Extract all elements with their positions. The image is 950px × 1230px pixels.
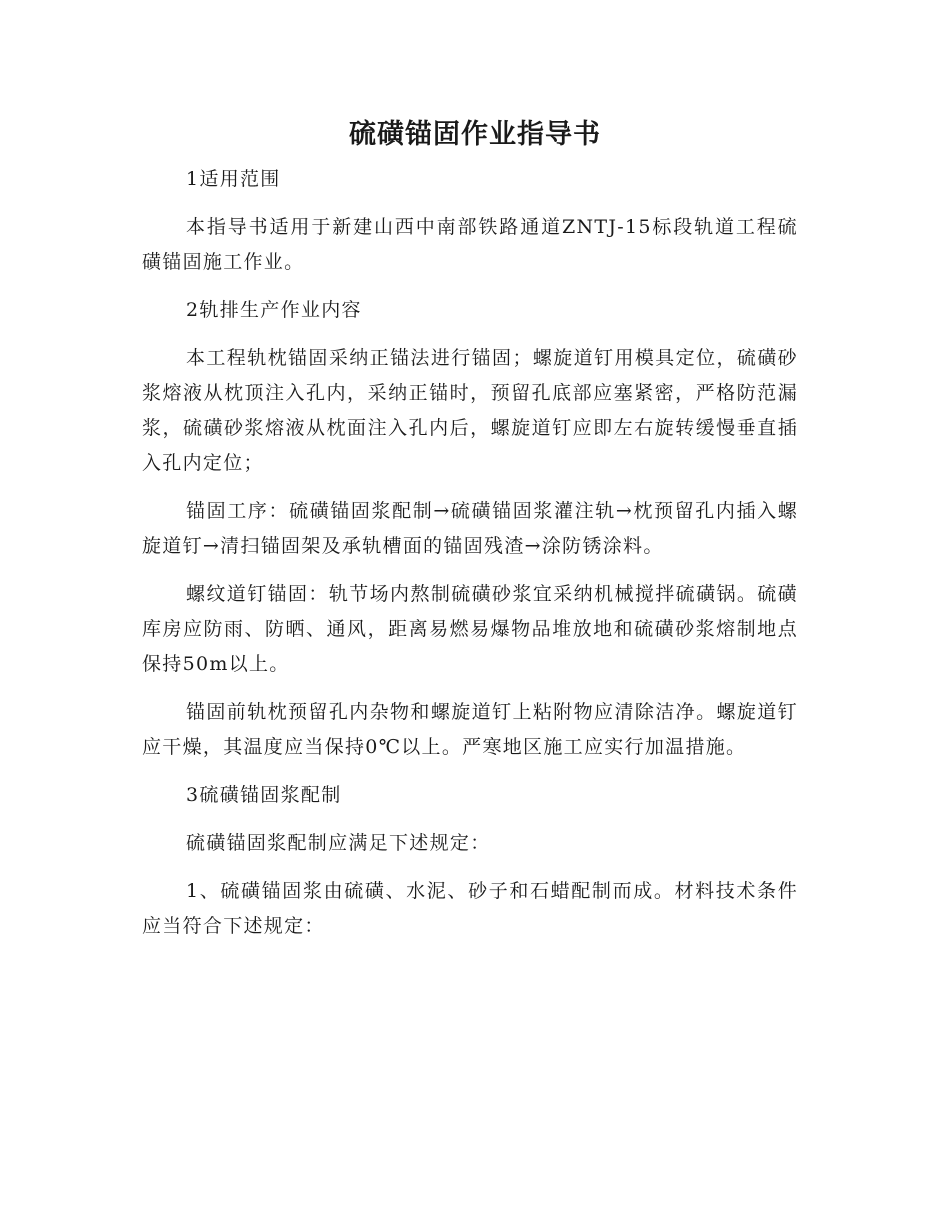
paragraph-mix-rules: 硫磺锚固浆配制应满足下述规定： <box>186 832 491 854</box>
paragraph-anchoring-process: 锚固工序：硫磺锚固浆配制→硫磺锚固浆灌注轨→枕预留孔内插入螺旋道钉→清扫锚固架及承轨槽面的锚固残渣→涂防锈涂料。 <box>142 500 798 557</box>
document-body <box>142 162 798 957</box>
paragraph-anchoring-method: 本工程轨枕锚固采纳正锚法进行锚固；螺旋道钉用模具定位，硫磺砂浆熔液从枕顶注入孔内，采纳正锚时，预留孔底部应塞紧密，严格防范漏浆，硫磺砂浆熔液从枕面注入孔内后，螺旋道钉应即左右旋转缓慢垂直插入孔内定位； <box>142 347 798 474</box>
section-heading-production: 2轨排生产作业内容 <box>186 299 362 321</box>
section-heading-scope: 1适用范围 <box>186 168 281 190</box>
paragraph-preparation: 锚固前轨枕预留孔内杂物和螺旋道钉上粘附物应清除洁净。螺旋道钉应干燥，其温度应当保持0℃以上。严寒地区施工应实行加温措施。 <box>142 701 798 758</box>
paragraph-scope: 本指导书适用于新建山西中南部铁路通道ZNTJ-15标段轨道工程硫磺锚固施工作业。 <box>142 216 798 273</box>
section-heading-mix: 3硫磺锚固浆配制 <box>186 784 342 806</box>
paragraph-threaded-spike: 螺纹道钉锚固：轨节场内熬制硫磺砂浆宜采纳机械搅拌硫磺锅。硫磺库房应防雨、防晒、通风，距离易燃易爆物品堆放地和硫磺砂浆熔制地点保持50m以上。 <box>142 583 798 675</box>
paragraph-materials: 1、硫磺锚固浆由硫磺、水泥、砂子和石蜡配制而成。材料技术条件应当符合下述规定： <box>142 880 798 937</box>
document-title: 硫磺锚固作业指导书 <box>349 119 601 150</box>
